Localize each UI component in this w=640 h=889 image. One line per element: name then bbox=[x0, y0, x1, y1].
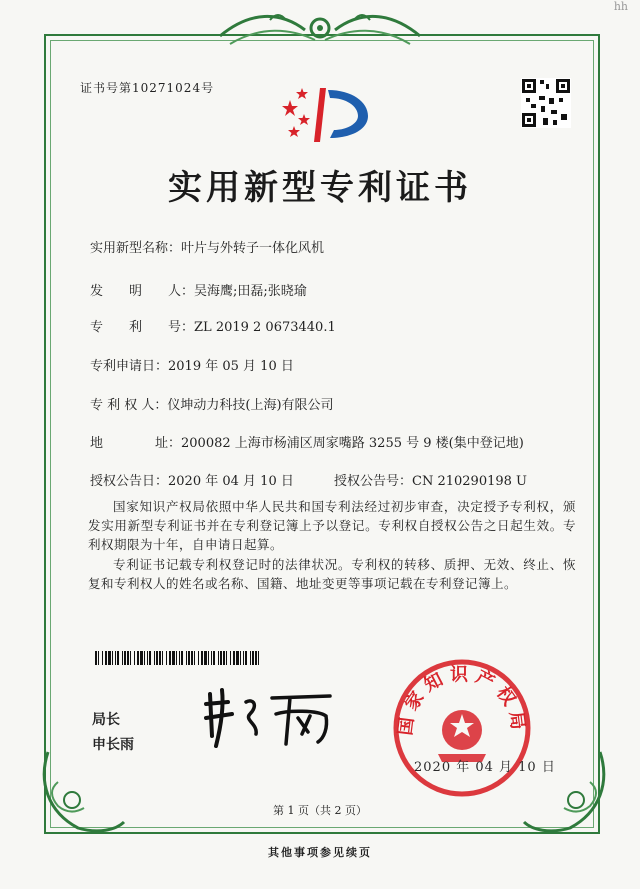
legal-status-paragraph: 专利证书记载专利权登记时的法律状况。专利权的转移、质押、无效、终止、恢复和专利权人的姓名或名称、国籍、地址变更等事项记载在专利登记簿上。 bbox=[88, 557, 576, 591]
barcode-bar bbox=[179, 651, 180, 665]
handwritten-signature bbox=[198, 684, 338, 752]
field-label: 地 址： bbox=[90, 436, 182, 451]
barcode-bar bbox=[169, 651, 171, 665]
certificate-title: 实用新型专利证书 bbox=[168, 168, 472, 208]
barcode-bar bbox=[156, 651, 158, 665]
field-patent-number bbox=[90, 316, 336, 335]
barcode-bar bbox=[108, 651, 111, 665]
certificate-number: 证书号第10271024号 bbox=[80, 81, 215, 95]
barcode-bar bbox=[250, 651, 251, 665]
barcode-bar bbox=[223, 651, 225, 665]
barcode-bar bbox=[230, 651, 231, 665]
barcode-bar bbox=[208, 651, 209, 665]
barcode-bar bbox=[98, 651, 99, 665]
field-application-date bbox=[90, 355, 294, 374]
barcode-bar bbox=[117, 651, 119, 665]
barcode-bar bbox=[176, 651, 177, 665]
barcode-bar bbox=[144, 651, 145, 665]
barcode-bar bbox=[127, 651, 129, 665]
signer-title: 局长 bbox=[92, 712, 120, 728]
top-ornament bbox=[210, 6, 430, 54]
field-value: 仪坤动力科技(上海)有限公司 bbox=[167, 398, 334, 413]
field-label: 授权公告号： bbox=[334, 474, 413, 489]
barcode-icon bbox=[95, 651, 261, 665]
field-value: 200082 上海市杨浦区周家嘴路 3255 号 9 楼(集中登记地) bbox=[181, 436, 524, 451]
barcode-bar bbox=[188, 651, 190, 665]
barcode-bar bbox=[220, 651, 222, 665]
barcode-bar bbox=[112, 651, 113, 665]
barcode-bar bbox=[218, 651, 219, 665]
barcode-bar bbox=[162, 651, 163, 665]
barcode-bar bbox=[149, 651, 151, 665]
barcode-bar bbox=[204, 651, 207, 665]
official-seal bbox=[392, 658, 532, 798]
field-label: 专 利 号： bbox=[90, 320, 195, 335]
barcode-bar bbox=[181, 651, 183, 665]
barcode-bar bbox=[166, 651, 167, 665]
seal-text: 国家知识产权局 bbox=[395, 664, 529, 737]
field-label: 授权公告日： bbox=[90, 474, 169, 489]
grant-statement-paragraph: 国家知识产权局依照中华人民共和国专利法经过初步审查，决定授予专利权，颁发实用新型专利证书并在专利登记簿上予以登记。专利权自授权公告之日起生效。专利权期限为十年，自申请日起算。 bbox=[88, 499, 576, 552]
field-value: 2020 年 04 月 10 日 bbox=[168, 474, 294, 489]
field-label: 专利申请日： bbox=[90, 359, 169, 374]
bottom-left-ornament bbox=[28, 742, 128, 838]
barcode-bar bbox=[102, 651, 103, 665]
barcode-bar bbox=[201, 651, 203, 665]
corner-handwriting-mark: hh bbox=[613, 0, 628, 13]
field-value: 吴海鹰;田磊;张晓瑜 bbox=[194, 284, 307, 299]
footer-note: 其他事项参见续页 bbox=[268, 846, 372, 859]
barcode-bar bbox=[226, 651, 227, 665]
qr-code-icon bbox=[521, 78, 571, 128]
barcode-bar bbox=[122, 651, 123, 665]
field-label: 实用新型名称： bbox=[90, 241, 182, 256]
barcode-bar bbox=[186, 651, 187, 665]
field-value: CN 210290198 U bbox=[412, 474, 527, 489]
field-grant-announcement-date bbox=[90, 470, 294, 489]
seal-date: 2020 年 04 月 10 日 bbox=[414, 760, 556, 775]
barcode-bar bbox=[105, 651, 107, 665]
field-value: ZL 2019 2 0673440.1 bbox=[194, 320, 336, 335]
barcode-bar bbox=[255, 651, 257, 665]
field-value: 叶片与外转子一体化风机 bbox=[181, 241, 325, 256]
field-utility-model-name bbox=[90, 237, 324, 256]
field-address bbox=[90, 432, 524, 451]
field-grant-announcement-number bbox=[334, 470, 527, 489]
cnipa-emblem-icon bbox=[280, 80, 376, 148]
barcode-bar bbox=[258, 651, 259, 665]
barcode-bar bbox=[191, 651, 193, 665]
field-label: 专 利 权 人： bbox=[90, 398, 168, 413]
field-patentee bbox=[90, 394, 334, 413]
barcode-bar bbox=[252, 651, 254, 665]
barcode-bar bbox=[134, 651, 135, 665]
page-indicator: 第 1 页（共 2 页） bbox=[273, 804, 367, 817]
barcode-bar bbox=[147, 651, 148, 665]
barcode-bar bbox=[198, 651, 199, 665]
barcode-bar bbox=[194, 651, 195, 665]
field-inventor bbox=[90, 280, 307, 299]
barcode-bar bbox=[243, 651, 244, 665]
barcode-bar bbox=[211, 651, 212, 665]
barcode-bar bbox=[137, 651, 139, 665]
barcode-bar bbox=[159, 651, 161, 665]
field-label: 发 明 人： bbox=[90, 284, 195, 299]
barcode-bar bbox=[172, 651, 175, 665]
barcode-bar bbox=[140, 651, 143, 665]
barcode-bar bbox=[240, 651, 241, 665]
barcode-bar bbox=[236, 651, 239, 665]
barcode-bar bbox=[213, 651, 215, 665]
barcode-bar bbox=[115, 651, 116, 665]
barcode-bar bbox=[154, 651, 155, 665]
barcode-bar bbox=[95, 651, 97, 665]
barcode-bar bbox=[233, 651, 235, 665]
field-value: 2019 年 05 月 10 日 bbox=[168, 359, 294, 374]
barcode-bar bbox=[245, 651, 247, 665]
barcode-bar bbox=[124, 651, 126, 665]
barcode-bar bbox=[130, 651, 131, 665]
signer-name: 申长雨 bbox=[92, 737, 134, 753]
